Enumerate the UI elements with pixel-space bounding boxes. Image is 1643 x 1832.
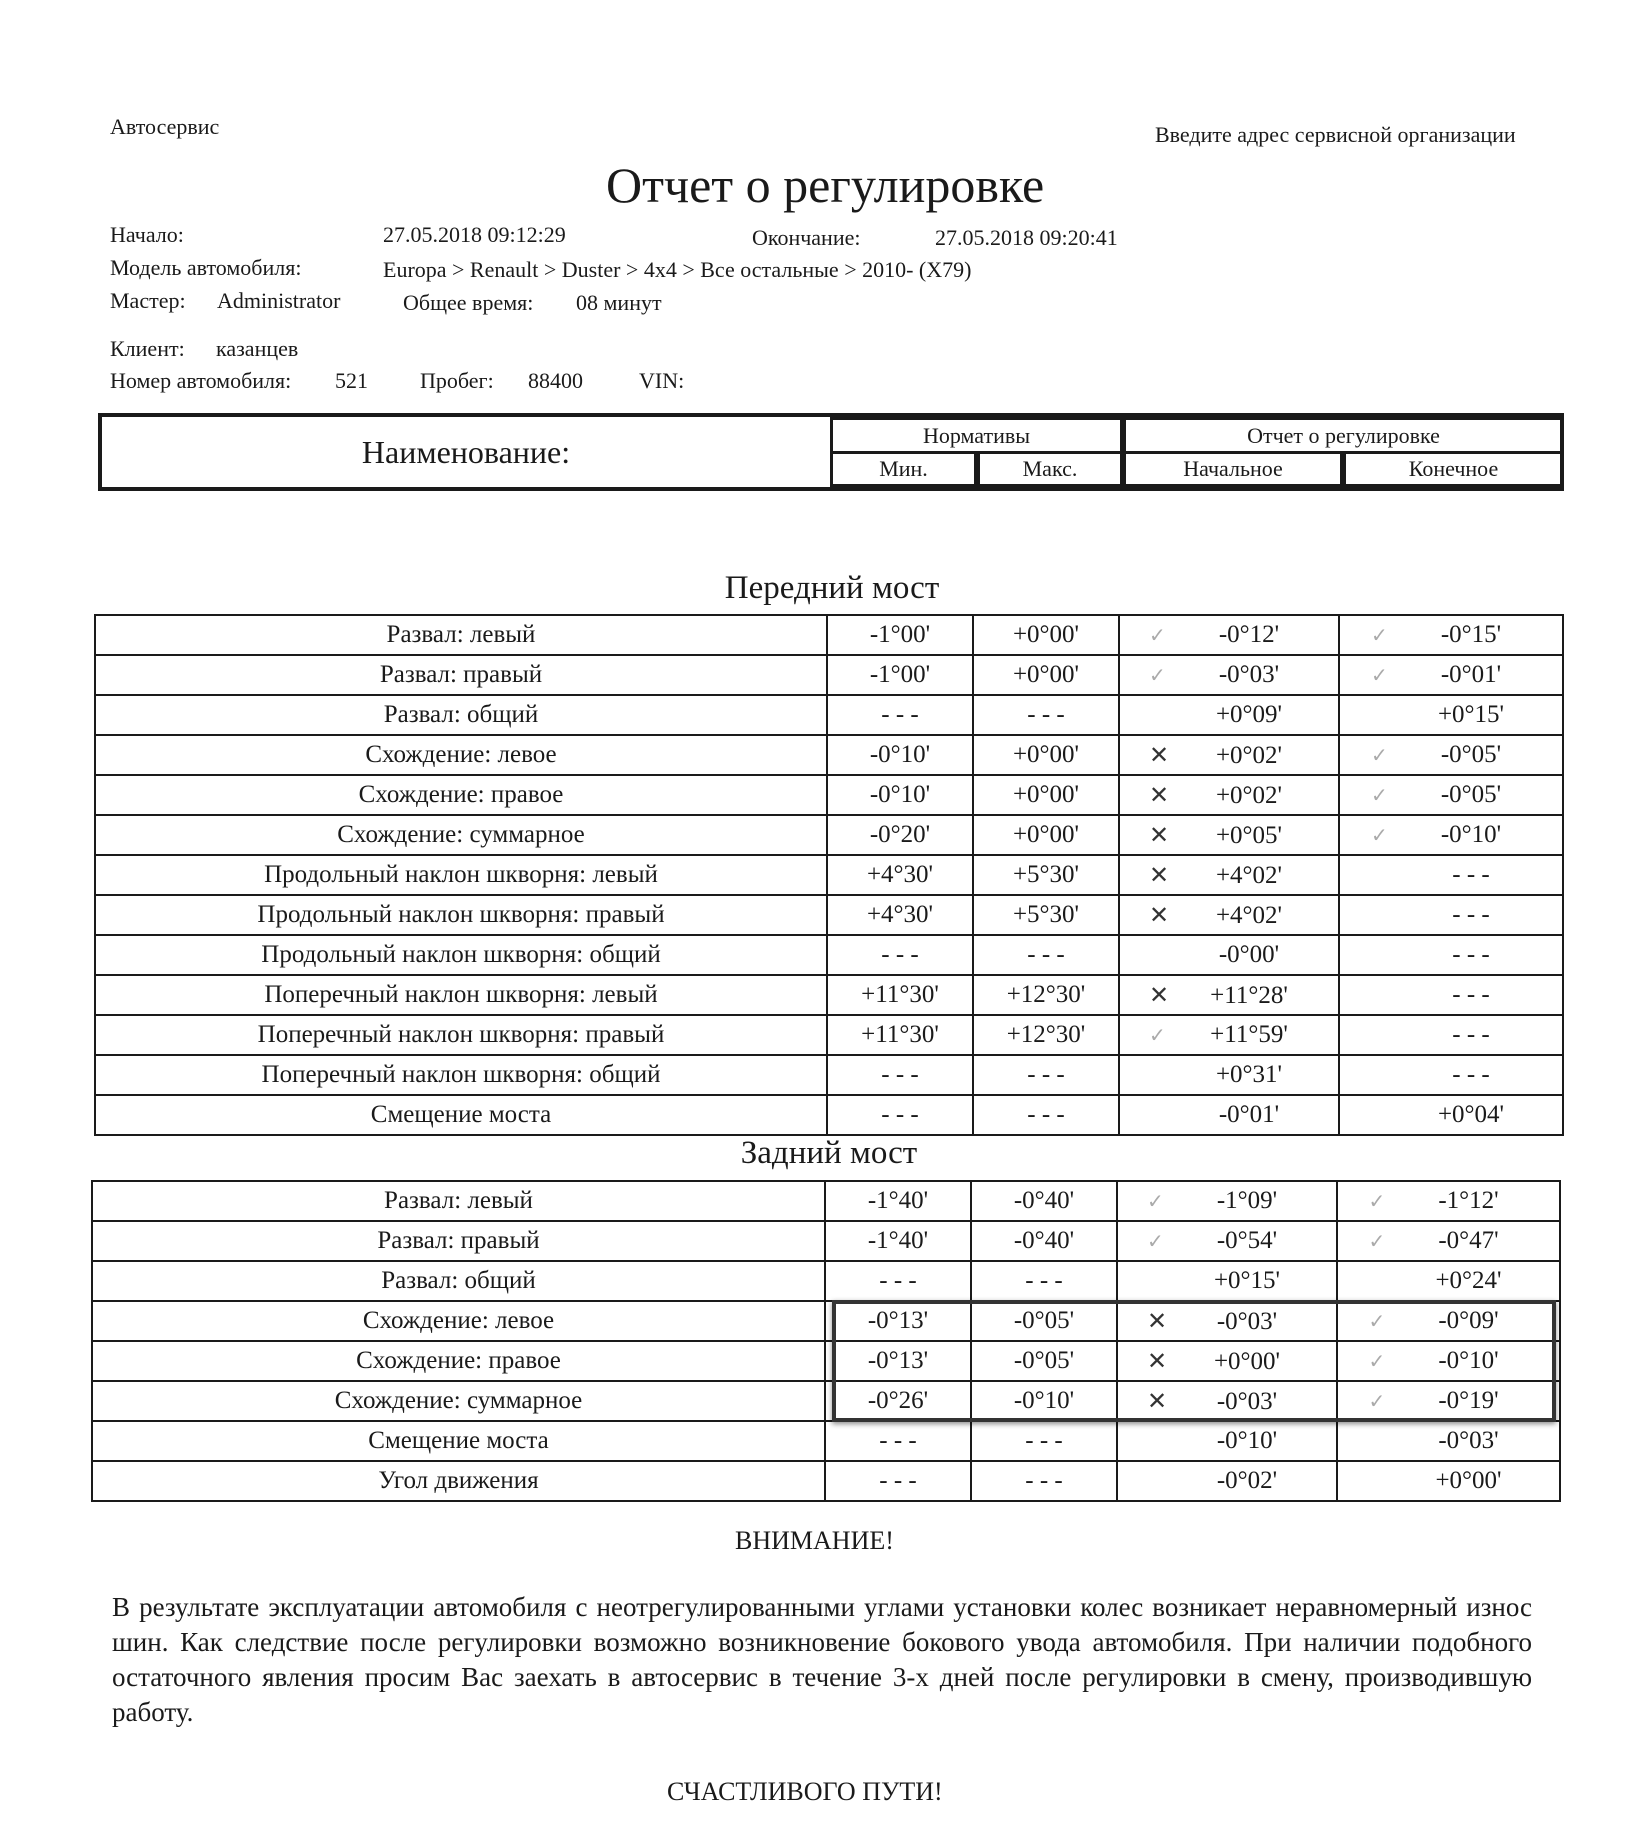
check-icon: ✓ [1368, 1231, 1386, 1253]
final-value [1339, 655, 1563, 695]
max-value: +12°30' [973, 975, 1119, 1015]
rear-axle-rows [92, 1181, 1560, 1501]
farewell-text: СЧАСТЛИВОГО ПУТИ! [667, 1777, 943, 1806]
start-label: Начало: [110, 222, 184, 247]
parameter-name: Схождение: правое [95, 775, 827, 815]
check-icon: ✓ [1147, 1231, 1164, 1253]
initial-value-value: +0°15' [1213, 1267, 1281, 1294]
warning-title: ВНИМАНИЕ! [735, 1526, 894, 1555]
initial-value-value: +0°09' [1215, 701, 1283, 728]
page-title: Отчет о регулировке [606, 157, 1045, 213]
front-axle-rows [95, 615, 1563, 1135]
initial-value [1119, 1095, 1339, 1135]
initial-value [1119, 975, 1339, 1015]
mileage-value: 88400 [528, 368, 583, 393]
final-value-value: +0°04' [1437, 1101, 1505, 1128]
max-value: +0°00' [973, 655, 1119, 695]
master-value: Administrator [217, 288, 341, 313]
cross-icon: ✕ [1149, 742, 1170, 769]
initial-value [1119, 895, 1339, 935]
min-value: +11°30' [827, 975, 973, 1015]
parameter-name: Угол движения [92, 1461, 825, 1501]
max-value: +5°30' [973, 895, 1119, 935]
min-value: +4°30' [827, 855, 973, 895]
check-icon: ✓ [1149, 665, 1166, 687]
final-value [1337, 1301, 1560, 1341]
initial-value [1117, 1181, 1337, 1221]
front-axle-row [95, 735, 1563, 775]
initial-value-value: +0°02' [1215, 781, 1283, 809]
client-label: Клиент: [110, 336, 185, 361]
report-header: Отчет о регулировке [1123, 417, 1564, 454]
final-header: Конечное [1343, 451, 1564, 487]
min-value: -1°40' [825, 1221, 971, 1261]
cross-icon: ✕ [1149, 862, 1170, 889]
max-value: - - - [971, 1421, 1117, 1461]
final-value-value: -0°47' [1438, 1227, 1499, 1254]
company-name: Автосервис [110, 114, 220, 139]
initial-value-value: -0°03' [1218, 661, 1280, 688]
final-value-value: +0°24' [1435, 1267, 1502, 1294]
initial-value-value: -0°12' [1218, 621, 1280, 648]
min-value: -0°13' [825, 1301, 971, 1341]
rear-axle-row [92, 1221, 1560, 1261]
start-value: 27.05.2018 09:12:29 [383, 222, 566, 247]
min-value: -1°00' [827, 615, 973, 655]
min-value: -0°10' [827, 775, 973, 815]
final-value-value: +0°00' [1435, 1467, 1502, 1494]
initial-value [1117, 1421, 1337, 1461]
max-header: Макс. [977, 451, 1123, 487]
parameter-name: Развал: общий [95, 695, 827, 735]
max-value: - - - [971, 1261, 1117, 1301]
end-value: 27.05.2018 09:20:41 [935, 225, 1118, 250]
final-value-value: - - - [1452, 1061, 1490, 1088]
initial-value-value: -0°03' [1216, 1387, 1278, 1415]
initial-value [1117, 1461, 1337, 1501]
final-value [1339, 695, 1563, 735]
initial-value-value: +11°59' [1210, 1021, 1288, 1048]
final-value-value: -0°03' [1438, 1427, 1499, 1454]
table-header [98, 413, 1564, 491]
final-value [1339, 1095, 1563, 1135]
final-value [1337, 1341, 1560, 1381]
rear-axle-row [92, 1261, 1560, 1301]
final-value-value: -0°05' [1440, 781, 1502, 808]
cross-icon: ✕ [1149, 982, 1170, 1009]
max-value: +0°00' [973, 735, 1119, 775]
min-value: - - - [825, 1421, 971, 1461]
front-axle-row [95, 655, 1563, 695]
max-value: - - - [973, 1055, 1119, 1095]
car-number-value: 521 [335, 368, 368, 393]
min-value: -0°13' [825, 1341, 971, 1381]
min-value: +4°30' [827, 895, 973, 935]
max-value: +0°00' [973, 615, 1119, 655]
final-value [1339, 1015, 1563, 1055]
initial-value-value: +0°02' [1215, 741, 1283, 769]
column-name-header: Наименование: [102, 417, 833, 487]
initial-value [1117, 1381, 1337, 1421]
final-value-value: -0°01' [1440, 661, 1502, 688]
max-value: - - - [973, 695, 1119, 735]
front-axle-row [95, 615, 1563, 655]
parameter-name: Поперечный наклон шкворня: правый [95, 1015, 827, 1055]
front-axle-row [95, 935, 1563, 975]
check-icon: ✓ [1368, 1191, 1386, 1213]
parameter-name: Продольный наклон шкворня: правый [95, 895, 827, 935]
front-axle-row [95, 975, 1563, 1015]
parameter-name: Смещение моста [92, 1421, 825, 1461]
final-value [1337, 1181, 1560, 1221]
front-axle-row [95, 1015, 1563, 1055]
initial-value-value: +4°02' [1215, 861, 1283, 889]
initial-value [1117, 1341, 1337, 1381]
min-value: -1°00' [827, 655, 973, 695]
front-axle-row [95, 815, 1563, 855]
min-value: - - - [825, 1261, 971, 1301]
front-axle-row [95, 895, 1563, 935]
check-icon: ✓ [1371, 785, 1388, 807]
check-icon: ✓ [1371, 825, 1388, 847]
initial-value-value: +11°28' [1210, 981, 1288, 1009]
max-value: +12°30' [973, 1015, 1119, 1055]
parameter-name: Смещение моста [95, 1095, 827, 1135]
parameter-name: Поперечный наклон шкворня: общий [95, 1055, 827, 1095]
initial-value-value: -0°03' [1216, 1307, 1278, 1335]
warning-text: В результате эксплуатации автомобиля с неотрегулированными углами установки колес возникает неравномерный износ шин. Как следствие после регулировки возможно возникновение бокового увода автомобиля. При наличии подобного остаточного явления просим Вас заехать в автосервис в течение 3-х дней после регулировки в смену, производившую работу. [112, 1592, 1532, 1727]
final-value [1339, 935, 1563, 975]
parameter-name: Продольный наклон шкворня: общий [95, 935, 827, 975]
final-value [1339, 615, 1563, 655]
max-value: +0°00' [973, 815, 1119, 855]
final-value [1339, 1055, 1563, 1095]
total-time-label: Общее время: [403, 290, 534, 315]
rear-axle-table [91, 1180, 1561, 1502]
final-value-value: - - - [1452, 1021, 1490, 1048]
initial-value [1119, 935, 1339, 975]
min-value: - - - [827, 1095, 973, 1135]
check-icon: ✓ [1371, 745, 1388, 767]
final-value-value: -1°12' [1438, 1187, 1499, 1214]
parameter-name: Развал: общий [92, 1261, 825, 1301]
final-value [1337, 1261, 1560, 1301]
mileage-label: Пробег: [420, 368, 494, 393]
min-value: -0°10' [827, 735, 973, 775]
final-value-value: -0°09' [1438, 1307, 1499, 1334]
final-value [1337, 1461, 1560, 1501]
cross-icon: ✕ [1147, 1348, 1168, 1375]
check-icon: ✓ [1368, 1391, 1386, 1413]
parameter-name: Схождение: левое [92, 1301, 825, 1341]
parameter-name: Схождение: суммарное [92, 1381, 825, 1421]
check-icon: ✓ [1371, 625, 1388, 647]
initial-value [1119, 815, 1339, 855]
front-axle-row [95, 1055, 1563, 1095]
final-value-value: -0°10' [1440, 821, 1502, 848]
rear-axle-row [92, 1341, 1560, 1381]
vin-label: VIN: [639, 368, 685, 393]
service-address: Введите адрес сервисной организации [1155, 122, 1516, 147]
cross-icon: ✕ [1149, 822, 1170, 849]
max-value: +0°00' [973, 775, 1119, 815]
max-value: - - - [973, 935, 1119, 975]
max-value: -0°10' [971, 1381, 1117, 1421]
front-axle-row [95, 695, 1563, 735]
initial-value [1119, 1015, 1339, 1055]
min-value: -0°26' [825, 1381, 971, 1421]
min-value: - - - [827, 695, 973, 735]
max-value: -0°40' [971, 1181, 1117, 1221]
rear-axle-row [92, 1181, 1560, 1221]
cross-icon: ✕ [1147, 1388, 1168, 1415]
parameter-name: Развал: правый [95, 655, 827, 695]
initial-value [1119, 1055, 1339, 1095]
min-value: -1°40' [825, 1181, 971, 1221]
check-icon: ✓ [1368, 1311, 1386, 1333]
max-value: +5°30' [973, 855, 1119, 895]
initial-value-value: -0°10' [1216, 1427, 1278, 1454]
final-value [1337, 1221, 1560, 1261]
check-icon: ✓ [1149, 625, 1166, 647]
final-value-value: - - - [1452, 941, 1490, 968]
initial-value-value: +0°00' [1213, 1347, 1281, 1375]
initial-value-value: -1°09' [1216, 1187, 1278, 1214]
cross-icon: ✕ [1147, 1308, 1168, 1335]
check-icon: ✓ [1147, 1191, 1164, 1213]
max-value: - - - [973, 1095, 1119, 1135]
final-value [1339, 815, 1563, 855]
master-label: Мастер: [110, 288, 186, 313]
final-value-value: -0°05' [1440, 741, 1502, 768]
cross-icon: ✕ [1149, 902, 1170, 929]
min-value: -0°20' [827, 815, 973, 855]
front-axle-row [95, 775, 1563, 815]
min-value: - - - [825, 1461, 971, 1501]
final-value-value: +0°15' [1437, 701, 1505, 728]
max-value: -0°05' [971, 1341, 1117, 1381]
rear-axle-row [92, 1381, 1560, 1421]
min-header: Мин. [830, 451, 977, 487]
final-value [1337, 1381, 1560, 1421]
initial-value [1117, 1221, 1337, 1261]
parameter-name: Схождение: правое [92, 1341, 825, 1381]
model-value: Europa > Renault > Duster > 4x4 > Все остальные > 2010- (X79) [383, 257, 972, 282]
front-axle-title: Передний мост [724, 570, 940, 606]
end-label: Окончание: [752, 225, 861, 250]
min-value: - - - [827, 1055, 973, 1095]
parameter-name: Развал: правый [92, 1221, 825, 1261]
final-value-value: -0°15' [1440, 621, 1502, 648]
max-value: -0°05' [971, 1301, 1117, 1341]
initial-value [1117, 1301, 1337, 1341]
final-value-value: - - - [1452, 861, 1490, 888]
initial-value-value: -0°00' [1218, 941, 1280, 968]
final-value-value: - - - [1452, 901, 1490, 928]
front-axle-row [95, 855, 1563, 895]
initial-value-value: +0°05' [1215, 821, 1283, 849]
initial-value-value: +4°02' [1215, 901, 1283, 929]
max-value: - - - [971, 1461, 1117, 1501]
car-number-label: Номер автомобиля: [110, 368, 292, 393]
max-value: -0°40' [971, 1221, 1117, 1261]
final-value [1337, 1421, 1560, 1461]
initial-value-value: +0°31' [1215, 1061, 1283, 1088]
check-icon: ✓ [1368, 1351, 1386, 1373]
check-icon: ✓ [1371, 665, 1388, 687]
parameter-name: Продольный наклон шкворня: левый [95, 855, 827, 895]
client-value: казанцев [216, 336, 299, 361]
initial-value [1119, 855, 1339, 895]
initial-value [1119, 655, 1339, 695]
final-value-value: -0°19' [1438, 1387, 1499, 1414]
final-value-value: - - - [1452, 981, 1490, 1008]
norms-header: Нормативы [830, 417, 1123, 454]
initial-value-value: -0°02' [1216, 1467, 1278, 1494]
parameter-name: Схождение: суммарное [95, 815, 827, 855]
parameter-name: Схождение: левое [95, 735, 827, 775]
parameter-name: Поперечный наклон шкворня: левый [95, 975, 827, 1015]
model-label: Модель автомобиля: [110, 255, 302, 280]
min-value: +11°30' [827, 1015, 973, 1055]
initial-value-value: -0°54' [1216, 1227, 1278, 1254]
total-time-value: 08 минут [576, 290, 662, 315]
final-value [1339, 775, 1563, 815]
front-axle-table [94, 614, 1564, 1136]
parameter-name: Развал: левый [92, 1181, 825, 1221]
final-value [1339, 975, 1563, 1015]
parameter-name: Развал: левый [95, 615, 827, 655]
final-value [1339, 735, 1563, 775]
rear-axle-title: Задний мост [740, 1135, 918, 1171]
check-icon: ✓ [1149, 1025, 1166, 1047]
rear-axle-row [92, 1301, 1560, 1341]
front-axle-row [95, 1095, 1563, 1135]
initial-header: Начальное [1123, 451, 1343, 487]
initial-value [1119, 735, 1339, 775]
initial-value [1119, 775, 1339, 815]
rear-axle-row [92, 1461, 1560, 1501]
initial-value [1117, 1261, 1337, 1301]
final-value [1339, 895, 1563, 935]
cross-icon: ✕ [1149, 782, 1170, 809]
final-value [1339, 855, 1563, 895]
initial-value [1119, 615, 1339, 655]
final-value-value: -0°10' [1438, 1347, 1499, 1374]
initial-value-value: -0°01' [1218, 1101, 1280, 1128]
min-value: - - - [827, 935, 973, 975]
initial-value [1119, 695, 1339, 735]
rear-axle-row [92, 1421, 1560, 1461]
